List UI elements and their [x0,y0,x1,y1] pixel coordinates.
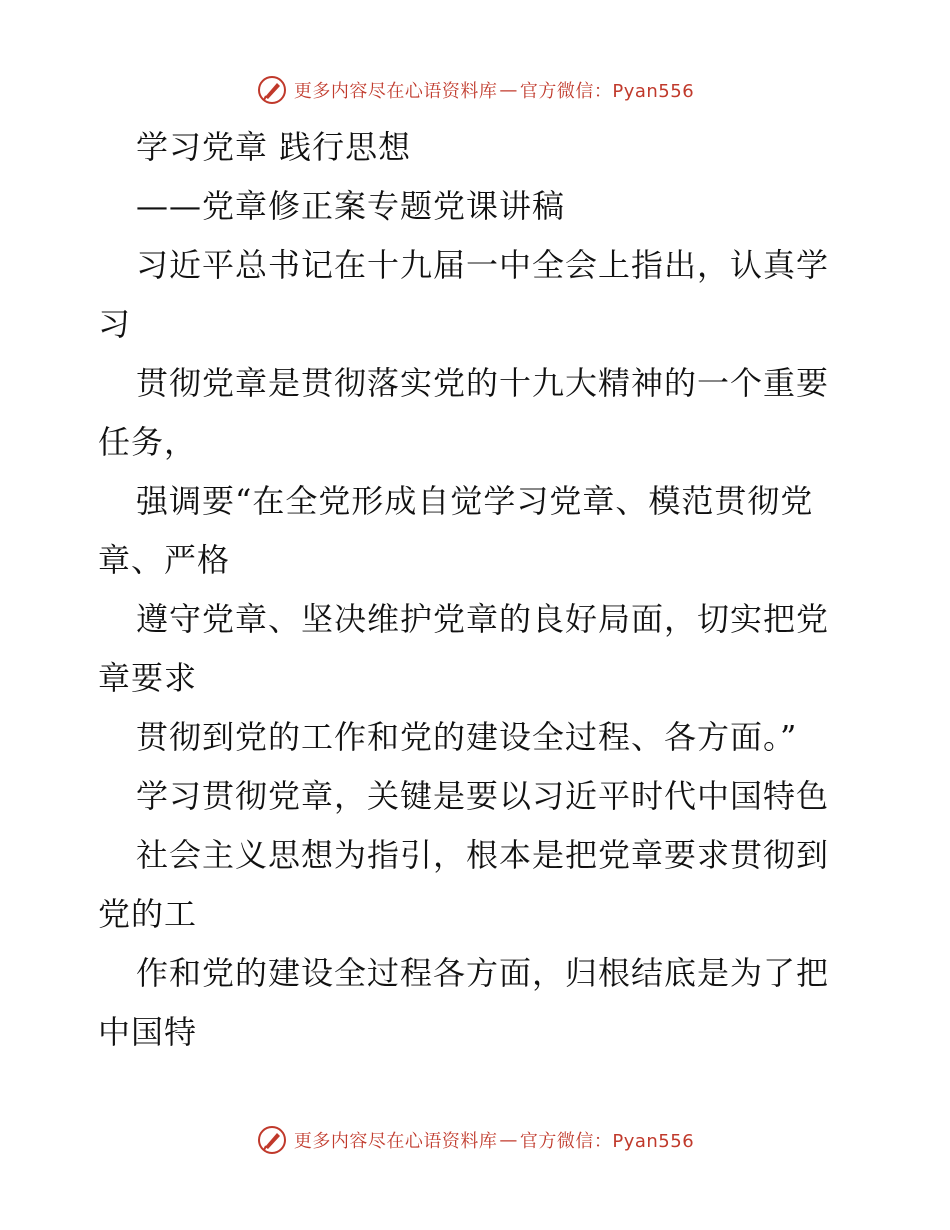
watermark-header [0,70,950,110]
watermark-text: 更多内容尽在心语资料库 [293,81,498,102]
text-line: 任务， [98,423,198,461]
text-line: 中国特 [98,1013,198,1051]
quill-logo-icon [256,74,288,106]
watermark-separator: — [499,1129,518,1151]
text-line: 章、严格 [98,541,231,579]
text-line: 遵守党章、坚决维护党章的良好局面，切实把党 [136,600,830,638]
watermark-account: 官方微信：Pyan556 [519,81,695,102]
text-line: 强调要“在全党形成自觉学习党章、模范贯彻党 [136,482,814,520]
text-line: 学习贯彻党章，关键是要以习近平时代中国特色 [136,777,830,815]
text-line: 贯彻到党的工作和党的建设全过程、各方面。” [136,718,798,756]
document-body [98,118,858,1062]
watermark-separator: — [499,79,518,101]
text-line: 习近平总书记在十九届一中全会上指出，认真学 [136,246,830,284]
watermark-account: 官方微信：Pyan556 [519,1131,695,1152]
text-line: 作和党的建设全过程各方面，归根结底是为了把 [136,954,830,992]
quill-logo-icon [256,1124,288,1156]
text-line: 学习党章 践行思想 [136,128,412,166]
text-line: 社会主义思想为指引，根本是把党章要求贯彻到 [136,836,830,874]
watermark-footer [0,1120,950,1160]
text-line: 习 [98,305,132,343]
text-line: 贯彻党章是贯彻落实党的十九大精神的一个重要 [136,364,830,402]
watermark-text: 更多内容尽在心语资料库 [293,1131,498,1152]
text-line: 党的工 [98,895,198,933]
text-line: ——党章修正案专题党课讲稿 [136,187,566,225]
text-line: 章要求 [98,659,198,697]
